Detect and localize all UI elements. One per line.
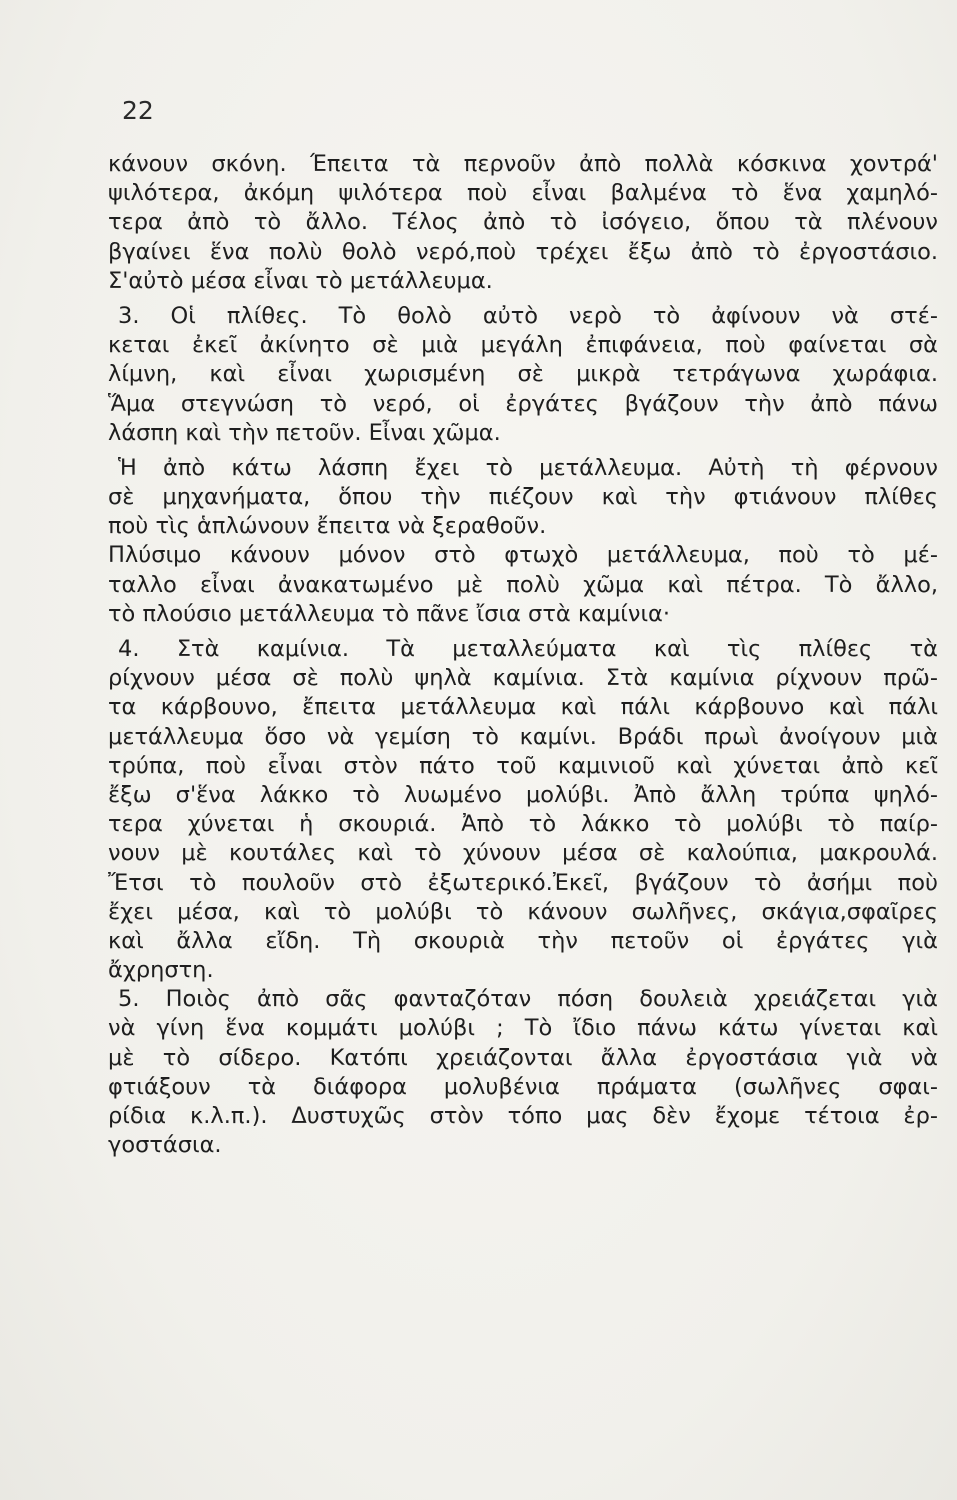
text-line: τα κάρβουνο, ἔπειτα μετάλλευμα καὶ πάλι κάρβουνο καὶ πάλι xyxy=(108,694,938,721)
text-line: φτιάξουν τὰ διάφορα μολυβένια πράματα (σωλῆνες σφαι- xyxy=(108,1073,938,1100)
text-line: νὰ γίνη ἕνα κομμάτι μολύβι ; Τὸ ἴδιο πάνω κάτω γίνεται καὶ xyxy=(108,1015,938,1042)
text-line: κάνουν σκόνη. Έπειτα τὰ περνοῦν ἀπὸ πολλὰ κόσκινα χοντρά' xyxy=(108,151,938,177)
text-line: ἔχει μέσα, καὶ τὸ μολύβι τὸ κάνουν σωλῆνες, σκάγια,σφαῖρες xyxy=(108,898,938,925)
text-line: ρίδια κ.λ.π.). Δυστυχῶς στὸν τόπο μας δὲν ἔχομε τέτοια ἐρ- xyxy=(108,1103,938,1129)
text-line: ἄχρηστη. xyxy=(108,957,214,984)
text-line: Σ'αὐτὸ μέσα εἶναι τὸ μετάλλευμα. xyxy=(108,267,493,294)
text-line: Ἅμα στεγνώση τὸ νερό, οἱ ἐργάτες βγάζουν τὴν ἀπὸ πάνω xyxy=(108,390,938,417)
text-line: μὲ τὸ σίδερο. Κατόπι χρειάζονται ἄλλα ἐργοστάσια γιὰ νὰ xyxy=(108,1044,938,1071)
text-line: Ἔτσι τὸ πουλοῦν στὸ ἐξωτερικό.Ἐκεῖ, βγάζουν τὸ ἀσήμι ποὺ xyxy=(108,869,938,896)
text-line: 4. Στὰ καμίνια. Τὰ μεταλλεύματα καὶ τὶς πλίθες τὰ xyxy=(118,636,938,662)
text-line: τὸ πλούσιο μετάλλευμα τὸ πᾶνε ἴσια στὰ καμίνια· xyxy=(108,600,671,627)
text-line: λίμνη, καὶ εἶναι χωρισμένη σὲ μικρὰ τετράγωνα χωράφια. xyxy=(108,361,938,388)
text-line: σὲ μηχανήματα, ὅπου τὴν πιέζουν καὶ τὴν φτιάνουν πλίθες xyxy=(108,484,938,511)
text-line: ποὺ τὶς ἁπλώνουν ἔπειτα νὰ ξεραθοῦν. xyxy=(108,513,547,540)
text-line: 5. Ποιὸς ἀπὸ σᾶς φανταζόταν πόση δουλειὰ χρειάζεται γιὰ xyxy=(118,986,938,1013)
text-line: ψιλότερα, ἀκόμη ψιλότερα ποὺ εἶναι βαλμένα τὸ ἕνα χαμηλό- xyxy=(108,180,938,207)
text-line: ταλλο εἶναι ἀνακατωμένο μὲ πολὺ χῶμα καὶ πέτρα. Τὸ ἄλλο, xyxy=(108,571,938,598)
text-line: λάσπη καὶ τὴν πετοῦν. Εἶναι χῶμα. xyxy=(108,419,501,446)
text-line: Πλύσιμο κάνουν μόνον στὸ φτωχὸ μετάλλευμα, ποὺ τὸ μέ- xyxy=(108,542,938,569)
text-line: τερα χύνεται ἡ σκουριά. Ἀπὸ τὸ λάκκο τὸ μολύβι τὸ παίρ- xyxy=(108,811,938,838)
text-line: 3. Οἱ πλίθες. Τὸ θολὸ αὐτὸ νερὸ τὸ ἀφίνουν νὰ στέ- xyxy=(118,302,938,329)
text-line: καὶ ἄλλα εἴδη. Τὴ σκουριὰ τὴν πετοῦν οἱ ἐργάτες γιὰ xyxy=(108,927,938,954)
text-line: τερα ἀπὸ τὸ ἄλλο. Τέλος ἀπὸ τὸ ἰσόγειο, ὅπου τὰ πλένουν xyxy=(108,209,938,236)
text-line: τρύπα, ποὺ εἶναι στὸν πάτο τοῦ καμινιοῦ καὶ χύνεται ἀπὸ κεῖ xyxy=(108,752,938,779)
text-line: ἔξω σ'ἕνα λάκκο τὸ λυωμένο μολύβι. Ἀπὸ ἄλλη τρύπα ψηλό- xyxy=(108,781,938,808)
text-line: κεται ἐκεῖ ἀκίνητο σὲ μιὰ μεγάλη ἐπιφάνεια, ποὺ φαίνεται σὰ xyxy=(108,332,938,359)
page-number: 22 xyxy=(122,96,154,125)
text-line: βγαίνει ἕνα πολὺ θολὸ νερό,ποὺ τρέχει ἔξω ἀπὸ τὸ ἐργοστάσιο. xyxy=(108,238,938,265)
body-text xyxy=(108,150,938,1160)
text-line: νουν μὲ κουτάλες καὶ τὸ χύνουν μέσα σὲ καλούπια, μακρουλά. xyxy=(108,840,938,867)
text-line: γοστάσια. xyxy=(108,1132,222,1159)
text-line: ρίχνουν μέσα σὲ πολὺ ψηλὰ καμίνια. Στὰ καμίνια ρίχνουν πρῶ- xyxy=(108,665,938,692)
text-line: Ἡ ἀπὸ κάτω λάσπη ἔχει τὸ μετάλλευμα. Αὐτὴ τὴ φέρνουν xyxy=(118,454,938,481)
text-line: μετάλλευμα ὅσο νὰ γεμίση τὸ καμίνι. Βράδι πρωὶ ἀνοίγουν μιὰ xyxy=(108,723,938,750)
